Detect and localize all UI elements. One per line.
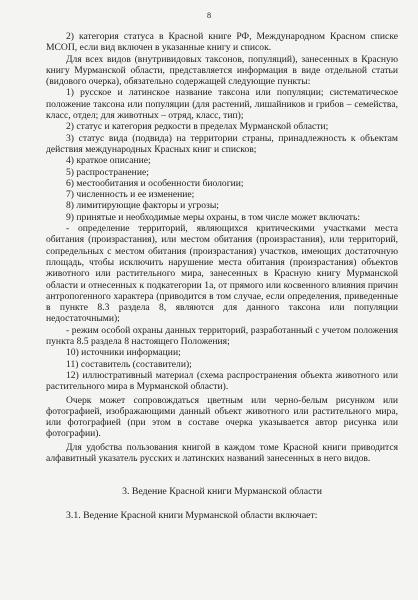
- subsection-text: 3.1. Ведение Красной книги Мурманской области включает:: [66, 509, 318, 521]
- section-heading: 3. Ведение Красной книги Мурманской области: [122, 486, 322, 498]
- list-item-6: 6) местообитания и особенности биологии;: [66, 177, 244, 189]
- list-item-1: 1) русское и латинское название таксона или популяции; систематическое положение таксона или популяции (для растений, лишайников и грибов – семейства, класс, отдел; для животных – отряд, класс, тип);: [46, 87, 398, 122]
- list-item-7: 7) численность и ее изменение;: [66, 189, 195, 201]
- list-item-9: 9) принятые и необходимые меры охраны, в том числе может включать:: [66, 211, 360, 223]
- list-item-2: 2) статус и категория редкости в пределах Мурманской области;: [66, 121, 329, 133]
- paragraph-essay-illustration: Очерк может сопровождаться цветным или черно-белым рисунком или фотографией, изображающими данный объект животного или растительного мира, или фотографией (при этом в составе очерка указывается автор рисунка или фотографии).: [46, 394, 398, 440]
- list-item-5: 5) распространение;: [66, 166, 149, 178]
- page-number: 8: [206, 11, 212, 20]
- dash-item-territories: - определение территорий, являющихся критическими участками места обитания (произрастания), или местом обитания (произрастания), или территорий, сопредельных с местом обитания (произрастания) участков, имеющих достаточную площадь, чтобы исключить нарушение места обитания (произрастания) объектов животного или растительного мира, занесенных в Красную книгу Мурманской области и отнесенных к подкатегории 1а, от прямого или косвенного влияния причин антропогенного характера (приводится в том случае, если определения, приведенные в пункте 8.3 раздела 8, являются для данного таксона или популяции недостаточными);: [46, 223, 398, 325]
- dash-item-protection-regime: - режим особой охраны данных территорий, разработанный с учетом положения пункта 8.5 раздела 8 настоящего Положения;: [46, 324, 398, 348]
- list-item-12: 12) иллюстративный материал (схема распространения объекта животного или растительного мира в Мурманской области).: [46, 369, 398, 393]
- list-item-8: 8) лимитирующие факторы и угрозы;: [66, 200, 219, 212]
- list-item-10: 10) источники информации;: [66, 347, 181, 359]
- paragraph-status-category: 2) категория статуса в Красной книге РФ, Международном Красном списке МСОП, если вид включен в указанные книгу и список.: [46, 31, 398, 54]
- paragraph-species-info: Для всех видов (внутривидовых таксонов, популяций), занесенных в Красную книгу Мурманской области, представляется информация в виде отдельной статьи (видового очерка), обязательно содержащей следующие пункты:: [46, 53, 398, 88]
- list-item-11: 11) составитель (составители);: [66, 358, 192, 370]
- list-item-3: 3) статус вида (подвида) на территории страны, принадлежность к объектам действия международных Красных книг и списков;: [46, 132, 398, 155]
- list-item-4: 4) краткое описание;: [66, 155, 151, 167]
- paragraph-alphabetical-index: Для удобства пользования книгой в каждом томе Красной книги приводится алфавитный указатель русских и латинских названий занесенных в него видов.: [46, 441, 398, 464]
